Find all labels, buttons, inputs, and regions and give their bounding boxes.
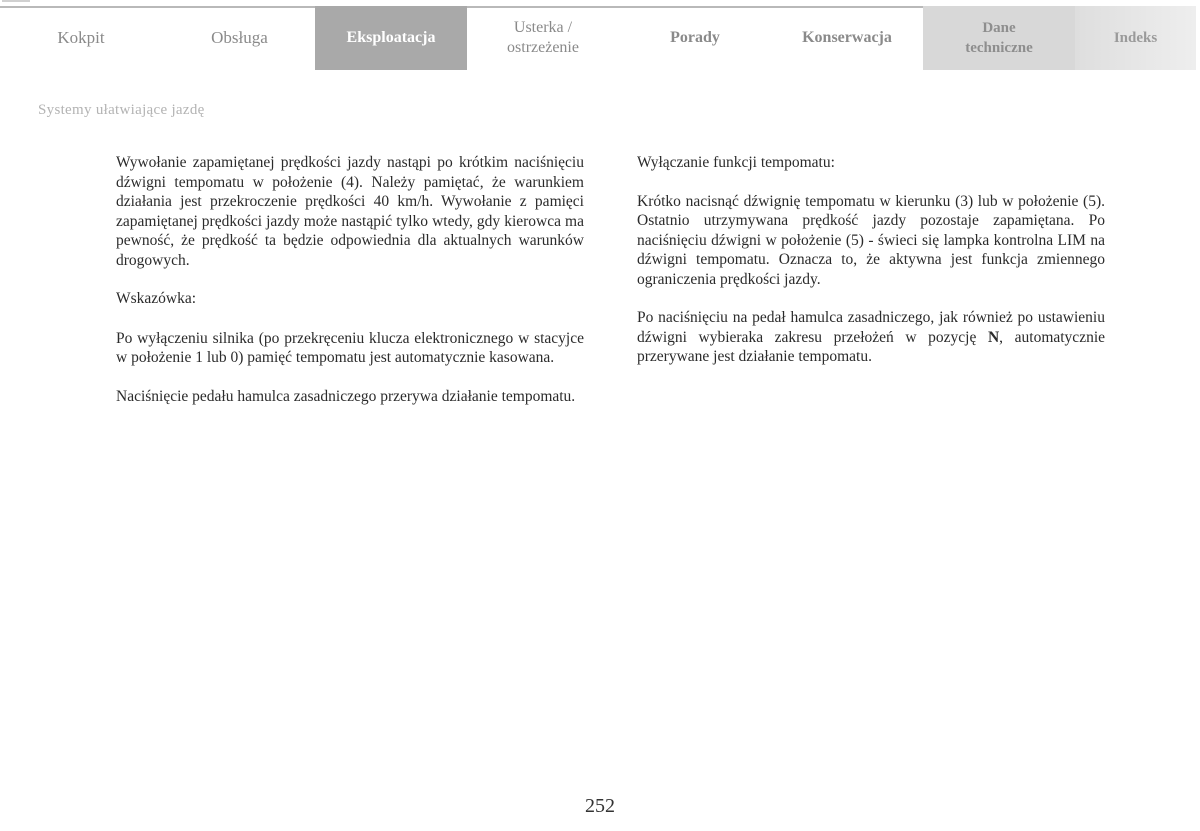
paragraph: Naciśnięcie pedału hamulca zasadniczego przerywa działanie tempomatu. [116, 387, 576, 405]
section-title: Systemy ułatwiające jazdę [38, 102, 205, 118]
left-text-column [116, 153, 584, 425]
right-text-column [637, 153, 1105, 386]
tab-label: Kokpit [57, 28, 105, 47]
tab-label: Obsługa [211, 28, 268, 47]
paragraph: Krótko nacisnąć dźwignię tempomatu w kierunku (3) lub w położenie (5). Ostatnio utrzymywana prędkość jazdy pozostaje zapamiętana. Po naciśnięciu dźwigni w położenie (5) - świeci się lampka kontrolna LIM na dźwigni tempomatu. Oznacza to, że aktywna jest funkcja zmiennego ograniczenia prędkości jazdy. [637, 192, 1105, 288]
tab-eksploatacja[interactable] [315, 6, 467, 70]
paragraph-text: , automatycznie przerywane jest działanie tempomatu. [637, 328, 1106, 365]
tab-label: Usterka / ostrzeżenie [507, 19, 579, 56]
tab-label: Eksploatacja [346, 29, 436, 46]
tab-label: Porady [670, 29, 720, 46]
corner-mark [2, 0, 30, 2]
gear-position-n: N [987, 328, 1000, 346]
tab-indeks[interactable] [1075, 6, 1196, 70]
subheading: Wyłączanie funkcji tempomatu: [637, 154, 835, 171]
tab-label: Konserwacja [802, 29, 892, 46]
tab-label: Indeks [1113, 30, 1158, 46]
paragraph: Po wyłączeniu silnika (po przekręceniu klucza elektronicznego w stacyjce w położenie 1 lub 0) pamięć tempomatu jest automatycznie kasowana. [116, 329, 584, 366]
page-number: 252 [585, 795, 615, 817]
paragraph: Wywołanie zapamiętanej prędkości jazdy nastąpi po krótkim naciśnięciu dźwigni tempomatu w położenie (4). Należy pamiętać, że warunkiem działania jest przekroczenie prędkości 40 km/h. Wywołanie z pamięci zapamiętanej prędkości jazdy może nastąpić tylko wtedy, gdy kierowca ma pewność, że prędkość ta będzie odpowiednia dla aktualnych warunków drogowych. [116, 154, 584, 269]
tab-obsluga[interactable] [162, 6, 317, 70]
tab-porady[interactable] [619, 6, 771, 70]
tab-kokpit[interactable] [0, 6, 162, 70]
paragraph-text: Po naciśnięciu na pedał hamulca zasadniczego, jak również po ustawieniu dźwigni wybieraka zakresu przełożeń w pozycję [637, 309, 1105, 346]
tab-dane-techniczne[interactable] [923, 6, 1075, 70]
tab-usterka-ostrzezenie[interactable] [467, 6, 619, 70]
note-heading: Wskazówka: [116, 290, 197, 307]
paragraph-with-bold [637, 308, 1105, 367]
tab-konserwacja[interactable] [771, 6, 923, 70]
tab-label: Dane techniczne [965, 20, 1033, 56]
